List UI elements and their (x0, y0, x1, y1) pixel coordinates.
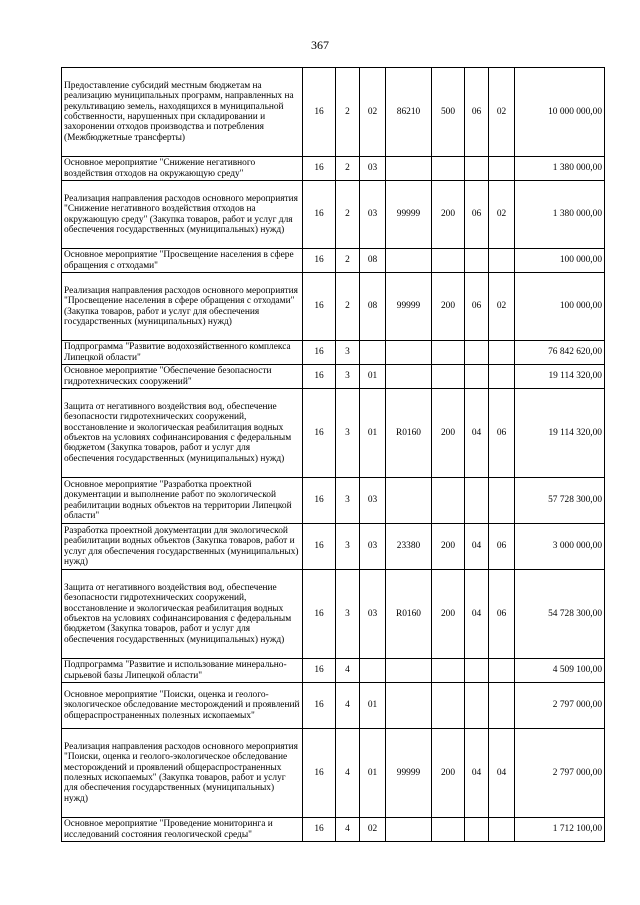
code-section-cell (465, 365, 489, 389)
row-name-cell: Предоставление субсидий местным бюджетам на реализацию муниципальных программ, направленных на рекультивацию земель, находящихся в муниципальной собственности, нарушенных при складировании и захоронении отходов производства и потребления (Межбюджетные трансферты) (62, 68, 303, 157)
code-subsection-cell (489, 659, 515, 683)
code-section-cell (465, 249, 489, 273)
code-measure-cell: 01 (360, 729, 386, 818)
row-name-cell: Защита от негативного воздействия вод, обеспечение безопасности гидротехнических сооружений, восстановление и экологическая реабилитация водных объектов на условиях софинансирования с федеральным бюджетом (Закупка товаров, работ и услуг для обеспечения государственных (муниципальных) нужд) (62, 570, 303, 659)
code-admin-cell: 16 (303, 273, 336, 341)
code-subsection-cell: 06 (489, 524, 515, 570)
code-section-cell (465, 818, 489, 842)
code-expense-type-cell: 200 (432, 273, 465, 341)
code-measure-cell: 08 (360, 273, 386, 341)
code-admin-cell: 16 (303, 157, 336, 181)
code-subprogram-cell: 2 (336, 273, 360, 341)
code-admin-cell: 16 (303, 570, 336, 659)
code-direction-cell (386, 341, 432, 365)
row-name-cell: Разработка проектной документации для экологической реабилитации водных объектов (Закупка товаров, работ и услуг для обеспечения государственных (муниципальных) нужд) (62, 524, 303, 570)
code-expense-type-cell: 200 (432, 729, 465, 818)
code-measure-cell: 02 (360, 68, 386, 157)
amount-cell: 19 114 320,00 (515, 389, 605, 478)
code-measure-cell (360, 341, 386, 365)
code-section-cell: 06 (465, 273, 489, 341)
code-subsection-cell: 04 (489, 729, 515, 818)
code-expense-type-cell (432, 659, 465, 683)
amount-cell: 100 000,00 (515, 273, 605, 341)
row-name-cell: Реализация направления расходов основного мероприятия "Просвещение населения в сфере обращения с отходами" (Закупка товаров, работ и услуг для обеспечения государственных (муниципальных) нужд) (62, 273, 303, 341)
code-expense-type-cell (432, 478, 465, 524)
code-subprogram-cell: 3 (336, 478, 360, 524)
code-subprogram-cell: 3 (336, 524, 360, 570)
amount-cell: 19 114 320,00 (515, 365, 605, 389)
code-section-cell: 04 (465, 389, 489, 478)
code-section-cell (465, 157, 489, 181)
code-admin-cell: 16 (303, 478, 336, 524)
amount-cell: 100 000,00 (515, 249, 605, 273)
code-direction-cell: 99999 (386, 181, 432, 249)
row-name-cell: Защита от негативного воздействия вод, обеспечение безопасности гидротехнических сооружений, восстановление и экологическая реабилитация водных объектов на условиях софинансирования с федеральным бюджетом (Закупка товаров, работ и услуг для обеспечения государственных (муниципальных) нужд) (62, 389, 303, 478)
code-admin-cell: 16 (303, 181, 336, 249)
code-measure-cell: 01 (360, 683, 386, 729)
row-name-cell: Основное мероприятие "Поиски, оценка и геолого-экологическое обследование месторождений и проявлений общераспространенных полезных ископаемых" (62, 683, 303, 729)
table-row (62, 68, 605, 157)
code-section-cell: 06 (465, 181, 489, 249)
code-expense-type-cell (432, 818, 465, 842)
table-row (62, 524, 605, 570)
code-direction-cell (386, 683, 432, 729)
code-section-cell (465, 659, 489, 683)
code-expense-type-cell: 200 (432, 181, 465, 249)
code-admin-cell: 16 (303, 818, 336, 842)
amount-cell: 10 000 000,00 (515, 68, 605, 157)
table-row (62, 389, 605, 478)
code-subprogram-cell: 2 (336, 68, 360, 157)
code-subprogram-cell: 4 (336, 818, 360, 842)
code-measure-cell: 08 (360, 249, 386, 273)
table-row (62, 478, 605, 524)
table-row (62, 249, 605, 273)
code-section-cell: 04 (465, 524, 489, 570)
amount-cell: 2 797 000,00 (515, 683, 605, 729)
code-direction-cell: 99999 (386, 729, 432, 818)
code-subprogram-cell: 3 (336, 570, 360, 659)
row-name-cell: Реализация направления расходов основного мероприятия "Снижение негативного воздействия отходов на окружающую среду" (Закупка товаров, работ и услуг для обеспечения государственных (муниципальных) нужд) (62, 181, 303, 249)
budget-table (61, 67, 605, 842)
amount-cell: 1 712 100,00 (515, 818, 605, 842)
code-measure-cell: 03 (360, 157, 386, 181)
code-direction-cell (386, 818, 432, 842)
code-subsection-cell: 06 (489, 389, 515, 478)
code-admin-cell: 16 (303, 683, 336, 729)
code-subprogram-cell: 3 (336, 365, 360, 389)
code-direction-cell: 23380 (386, 524, 432, 570)
amount-cell: 2 797 000,00 (515, 729, 605, 818)
code-section-cell (465, 478, 489, 524)
code-direction-cell (386, 659, 432, 683)
code-expense-type-cell: 200 (432, 389, 465, 478)
code-measure-cell: 03 (360, 570, 386, 659)
table-row (62, 570, 605, 659)
row-name-cell: Основное мероприятие "Разработка проектной документации и выполнение работ по экологической реабилитации водных объектов на территории Липецкой области" (62, 478, 303, 524)
code-subprogram-cell: 3 (336, 389, 360, 478)
code-subsection-cell: 06 (489, 570, 515, 659)
amount-cell: 1 380 000,00 (515, 157, 605, 181)
code-subprogram-cell: 2 (336, 249, 360, 273)
code-subprogram-cell: 2 (336, 181, 360, 249)
page-number: 367 (311, 38, 329, 52)
code-direction-cell (386, 365, 432, 389)
code-expense-type-cell (432, 341, 465, 365)
table-row (62, 273, 605, 341)
code-expense-type-cell (432, 249, 465, 273)
code-section-cell: 04 (465, 729, 489, 818)
table-row (62, 683, 605, 729)
amount-cell: 1 380 000,00 (515, 181, 605, 249)
row-name-cell: Основное мероприятие "Просвещение населения в сфере обращения с отходами" (62, 249, 303, 273)
code-admin-cell: 16 (303, 659, 336, 683)
code-subsection-cell (489, 341, 515, 365)
code-subsection-cell (489, 249, 515, 273)
code-admin-cell: 16 (303, 389, 336, 478)
code-expense-type-cell: 200 (432, 570, 465, 659)
code-measure-cell: 01 (360, 365, 386, 389)
code-admin-cell: 16 (303, 341, 336, 365)
code-measure-cell: 03 (360, 181, 386, 249)
code-subprogram-cell: 2 (336, 157, 360, 181)
code-direction-cell (386, 478, 432, 524)
row-name-cell: Основное мероприятие "Снижение негативного воздействия отходов на окружающую среду" (62, 157, 303, 181)
table-row (62, 157, 605, 181)
code-measure-cell: 03 (360, 524, 386, 570)
code-measure-cell: 03 (360, 478, 386, 524)
code-expense-type-cell: 500 (432, 68, 465, 157)
code-admin-cell: 16 (303, 729, 336, 818)
code-subprogram-cell: 4 (336, 659, 360, 683)
code-section-cell: 06 (465, 68, 489, 157)
code-section-cell (465, 683, 489, 729)
row-name-cell: Основное мероприятие "Проведение мониторинга и исследований состояния геологической среды" (62, 818, 303, 842)
table-row (62, 729, 605, 818)
code-measure-cell: 01 (360, 389, 386, 478)
code-expense-type-cell (432, 683, 465, 729)
amount-cell: 3 000 000,00 (515, 524, 605, 570)
code-subsection-cell (489, 157, 515, 181)
code-section-cell: 04 (465, 570, 489, 659)
code-subsection-cell (489, 478, 515, 524)
code-admin-cell: 16 (303, 68, 336, 157)
code-subprogram-cell: 4 (336, 683, 360, 729)
row-name-cell: Реализация направления расходов основного мероприятия "Поиски, оценка и геолого-экологическое обследование месторождений и проявлений общераспространенных полезных ископаемых" (Закупка товаров, работ и услуг для обеспечения государственных (муниципальных) нужд) (62, 729, 303, 818)
code-direction-cell: 86210 (386, 68, 432, 157)
code-subsection-cell: 02 (489, 68, 515, 157)
row-name-cell: Подпрограмма "Развитие и использование минерально-сырьевой базы Липецкой области" (62, 659, 303, 683)
table-row (62, 181, 605, 249)
code-admin-cell: 16 (303, 249, 336, 273)
amount-cell: 57 728 300,00 (515, 478, 605, 524)
table-row (62, 365, 605, 389)
code-subsection-cell: 02 (489, 273, 515, 341)
code-direction-cell (386, 157, 432, 181)
table-row (62, 659, 605, 683)
code-subprogram-cell: 4 (336, 729, 360, 818)
code-admin-cell: 16 (303, 365, 336, 389)
code-subsection-cell: 02 (489, 181, 515, 249)
amount-cell: 54 728 300,00 (515, 570, 605, 659)
code-expense-type-cell (432, 365, 465, 389)
code-admin-cell: 16 (303, 524, 336, 570)
row-name-cell: Основное мероприятие "Обеспечение безопасности гидротехнических сооружений" (62, 365, 303, 389)
code-direction-cell: 99999 (386, 273, 432, 341)
code-direction-cell: R0160 (386, 570, 432, 659)
code-measure-cell: 02 (360, 818, 386, 842)
table-row (62, 341, 605, 365)
code-direction-cell: R0160 (386, 389, 432, 478)
code-subsection-cell (489, 818, 515, 842)
code-expense-type-cell (432, 157, 465, 181)
code-subprogram-cell: 3 (336, 341, 360, 365)
amount-cell: 76 842 620,00 (515, 341, 605, 365)
code-measure-cell (360, 659, 386, 683)
code-section-cell (465, 341, 489, 365)
code-direction-cell (386, 249, 432, 273)
code-subsection-cell (489, 683, 515, 729)
table-row (62, 818, 605, 842)
row-name-cell: Подпрограмма "Развитие водохозяйственного комплекса Липецкой области" (62, 341, 303, 365)
code-subsection-cell (489, 365, 515, 389)
amount-cell: 4 509 100,00 (515, 659, 605, 683)
code-expense-type-cell: 200 (432, 524, 465, 570)
